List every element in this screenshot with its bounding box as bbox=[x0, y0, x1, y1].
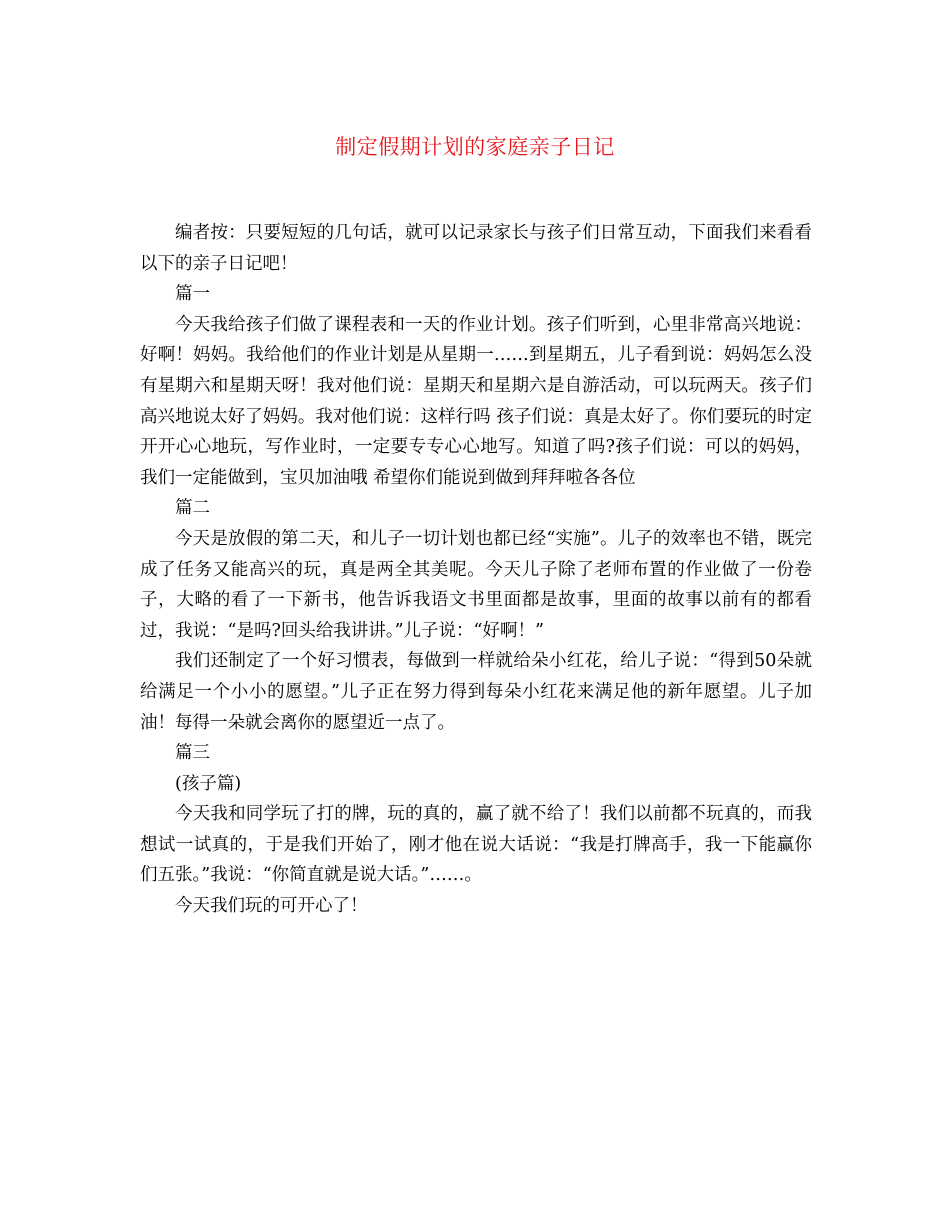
document-body bbox=[140, 218, 812, 922]
section-heading-3: 篇三 bbox=[175, 743, 210, 764]
editor-note: 编者按：只要短短的几句话，就可以记录家长与孩子们日常互动，下面我们来看看以下的亲子日记吧！ bbox=[140, 223, 812, 274]
section-heading-1: 篇一 bbox=[175, 284, 210, 305]
section-1-paragraph: 今天我给孩子们做了课程表和一天的作业计划。孩子们听到，心里非常高兴地说：好啊！妈妈。我给他们的作业计划是从星期一……到星期五，儿子看到说：妈妈怎么没有星期六和星期天呀！我对他们说：星期天和星期六是自游活动，可以玩两天。孩子们高兴地说太好了妈妈。我对他们说：这样行吗 孩子们说：真是太好了。你们要玩的时定开开心心地玩，写作业时，一定要专专心心地写。知道了吗?孩子们说：可以的妈妈，我们一定能做到，宝贝加油哦 希望你们能说到做到拜拜啦各各位 bbox=[140, 314, 812, 488]
document-title: 制定假期计划的家庭亲子日记 bbox=[335, 135, 615, 159]
section-3-paragraph-1: 今天我和同学玩了打的牌，玩的真的，赢了就不给了！我们以前都不玩真的，而我想试一试真的，于是我们开始了，刚才他在说大话说：“我是打牌高手，我一下能赢你们五张。”我说：“你简直就是说大话。”……。 bbox=[140, 804, 812, 886]
section-3-subheading: (孩子篇) bbox=[175, 773, 242, 794]
section-2-paragraph-1: 今天是放假的第二天，和儿子一切计划也都已经“实施”。儿子的效率也不错，既完成了任务又能高兴的玩，真是两全其美呢。今天儿子除了老师布置的作业做了一份卷子，大略的看了一下新书，他告诉我语文书里面都是故事，里面的故事以前有的都看过，我说：“是吗?回头给我讲讲。”儿子说：“好啊！” bbox=[140, 528, 812, 641]
section-3-paragraph-2: 今天我们玩的可开心了！ bbox=[175, 896, 368, 917]
section-heading-2: 篇二 bbox=[175, 498, 210, 519]
section-2-paragraph-2: 我们还制定了一个好习惯表，每做到一样就给朵小红花，给儿子说：“得到50朵就给满足一个小小的愿望。”儿子正在努力得到每朵小红花来满足他的新年愿望。儿子加油！每得一朵就会离你的愿望近一点了。 bbox=[140, 651, 812, 733]
